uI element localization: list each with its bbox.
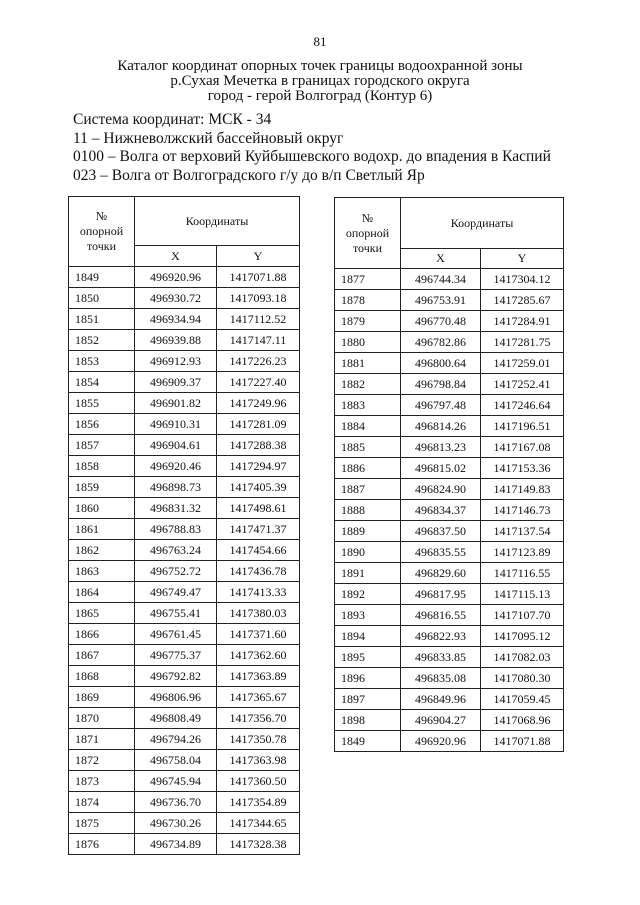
table-row xyxy=(335,731,564,752)
y-coordinate-cell: 1417146.73 xyxy=(481,500,564,521)
y-coordinate-cell: 1417227.40 xyxy=(217,372,300,393)
coordinates-header: Координаты xyxy=(135,197,300,246)
x-coordinate-cell: 496816.55 xyxy=(401,605,481,626)
x-header: X xyxy=(401,249,481,269)
table-row xyxy=(335,479,564,500)
coordinates-table-left xyxy=(68,196,300,855)
x-coordinate-cell: 496904.27 xyxy=(401,710,481,731)
document-title xyxy=(90,59,550,104)
table-row xyxy=(69,288,300,309)
table-row xyxy=(335,647,564,668)
title-line: Каталог координат опорных точек границы водоохранной зоны xyxy=(117,58,523,74)
table-row xyxy=(69,351,300,372)
point-number-cell: 1867 xyxy=(69,645,135,666)
y-coordinate-cell: 1417252.41 xyxy=(481,374,564,395)
table-row xyxy=(69,834,300,855)
x-coordinate-cell: 496782.86 xyxy=(401,332,481,353)
x-coordinate-cell: 496815.02 xyxy=(401,458,481,479)
x-coordinate-cell: 496920.46 xyxy=(135,456,217,477)
y-coordinate-cell: 1417294.97 xyxy=(217,456,300,477)
y-coordinate-cell: 1417147.11 xyxy=(217,330,300,351)
x-coordinate-cell: 496822.93 xyxy=(401,626,481,647)
table-row xyxy=(335,626,564,647)
y-coordinate-cell: 1417196.51 xyxy=(481,416,564,437)
x-coordinate-cell: 496775.37 xyxy=(135,645,217,666)
x-coordinate-cell: 496752.72 xyxy=(135,561,217,582)
point-number-cell: 1873 xyxy=(69,771,135,792)
point-number-cell: 1885 xyxy=(335,437,401,458)
x-coordinate-cell: 496835.08 xyxy=(401,668,481,689)
x-coordinate-cell: 496734.89 xyxy=(135,834,217,855)
y-coordinate-cell: 1417246.64 xyxy=(481,395,564,416)
x-coordinate-cell: 496912.93 xyxy=(135,351,217,372)
x-coordinate-cell: 496770.48 xyxy=(401,311,481,332)
point-number-cell: 1874 xyxy=(69,792,135,813)
header-text: № xyxy=(361,210,374,225)
x-coordinate-cell: 496730.26 xyxy=(135,813,217,834)
y-coordinate-cell: 1417137.54 xyxy=(481,521,564,542)
point-number-cell: 1883 xyxy=(335,395,401,416)
point-number-cell: 1849 xyxy=(69,267,135,288)
x-coordinate-cell: 496910.31 xyxy=(135,414,217,435)
y-coordinate-cell: 1417405.39 xyxy=(217,477,300,498)
y-coordinate-cell: 1417413.33 xyxy=(217,582,300,603)
table-row xyxy=(335,521,564,542)
point-number-cell: 1879 xyxy=(335,311,401,332)
table-row xyxy=(69,435,300,456)
y-coordinate-cell: 1417115.13 xyxy=(481,584,564,605)
table-row xyxy=(69,666,300,687)
table-row xyxy=(69,330,300,351)
table-row xyxy=(335,269,564,290)
x-coordinate-cell: 496909.37 xyxy=(135,372,217,393)
table-row xyxy=(69,750,300,771)
x-coordinate-cell: 496837.50 xyxy=(401,521,481,542)
point-number-cell: 1889 xyxy=(335,521,401,542)
table-row xyxy=(69,540,300,561)
point-number-cell: 1859 xyxy=(69,477,135,498)
point-number-cell: 1886 xyxy=(335,458,401,479)
y-coordinate-cell: 1417356.70 xyxy=(217,708,300,729)
y-coordinate-cell: 1417363.89 xyxy=(217,666,300,687)
table-row xyxy=(335,437,564,458)
x-coordinate-cell: 496800.64 xyxy=(401,353,481,374)
point-number-cell: 1881 xyxy=(335,353,401,374)
x-coordinate-cell: 496904.61 xyxy=(135,435,217,456)
title-line: р.Сухая Мечетка в границах городского округа xyxy=(170,73,470,89)
y-coordinate-cell: 1417350.78 xyxy=(217,729,300,750)
y-coordinate-cell: 1417153.36 xyxy=(481,458,564,479)
table-row xyxy=(69,603,300,624)
y-coordinate-cell: 1417149.83 xyxy=(481,479,564,500)
point-number-cell: 1896 xyxy=(335,668,401,689)
x-coordinate-cell: 496939.88 xyxy=(135,330,217,351)
title-line: город - герой Волгоград (Контур 6) xyxy=(207,88,433,104)
coordinate-system-info xyxy=(73,111,551,185)
x-coordinate-cell: 496798.84 xyxy=(401,374,481,395)
x-coordinate-cell: 496814.26 xyxy=(401,416,481,437)
point-number-cell: 1852 xyxy=(69,330,135,351)
table-row xyxy=(335,416,564,437)
point-number-header xyxy=(69,197,135,267)
point-number-cell: 1858 xyxy=(69,456,135,477)
y-coordinate-cell: 1417380.03 xyxy=(217,603,300,624)
x-coordinate-cell: 496763.24 xyxy=(135,540,217,561)
point-number-cell: 1877 xyxy=(335,269,401,290)
coordinates-table-right xyxy=(334,197,564,752)
y-coordinate-cell: 1417471.37 xyxy=(217,519,300,540)
y-coordinate-cell: 1417304.12 xyxy=(481,269,564,290)
y-coordinate-cell: 1417123.89 xyxy=(481,542,564,563)
header-text: опорной xyxy=(345,225,390,240)
y-header: Y xyxy=(217,246,300,267)
table-row xyxy=(69,771,300,792)
y-coordinate-cell: 1417360.50 xyxy=(217,771,300,792)
table-row xyxy=(335,311,564,332)
y-coordinate-cell: 1417071.88 xyxy=(217,267,300,288)
x-coordinate-cell: 496829.60 xyxy=(401,563,481,584)
x-coordinate-cell: 496736.70 xyxy=(135,792,217,813)
table-row xyxy=(335,605,564,626)
point-number-cell: 1865 xyxy=(69,603,135,624)
y-coordinate-cell: 1417059.45 xyxy=(481,689,564,710)
point-number-cell: 1894 xyxy=(335,626,401,647)
y-coordinate-cell: 1417167.08 xyxy=(481,437,564,458)
table-row xyxy=(69,582,300,603)
x-coordinate-cell: 496806.96 xyxy=(135,687,217,708)
point-number-cell: 1854 xyxy=(69,372,135,393)
point-number-cell: 1875 xyxy=(69,813,135,834)
table-row xyxy=(69,477,300,498)
point-number-cell: 1856 xyxy=(69,414,135,435)
table-body-right xyxy=(335,269,564,752)
point-number-cell: 1855 xyxy=(69,393,135,414)
x-coordinate-cell: 496745.94 xyxy=(135,771,217,792)
point-number-header xyxy=(335,198,401,269)
x-coordinate-cell: 496930.72 xyxy=(135,288,217,309)
point-number-cell: 1868 xyxy=(69,666,135,687)
table-row xyxy=(69,267,300,288)
table-row xyxy=(69,729,300,750)
x-coordinate-cell: 496920.96 xyxy=(401,731,481,752)
point-number-cell: 1861 xyxy=(69,519,135,540)
table-row xyxy=(69,813,300,834)
x-coordinate-cell: 496744.34 xyxy=(401,269,481,290)
table-row xyxy=(69,519,300,540)
y-coordinate-cell: 1417285.67 xyxy=(481,290,564,311)
x-coordinate-cell: 496817.95 xyxy=(401,584,481,605)
point-number-cell: 1892 xyxy=(335,584,401,605)
table-row xyxy=(69,708,300,729)
table-row xyxy=(335,290,564,311)
point-number-cell: 1888 xyxy=(335,500,401,521)
point-number-cell: 1872 xyxy=(69,750,135,771)
table-row xyxy=(69,372,300,393)
x-coordinate-cell: 496898.73 xyxy=(135,477,217,498)
point-number-cell: 1851 xyxy=(69,309,135,330)
point-number-cell: 1869 xyxy=(69,687,135,708)
table-row xyxy=(69,456,300,477)
table-row xyxy=(335,584,564,605)
point-number-cell: 1898 xyxy=(335,710,401,731)
x-coordinate-cell: 496749.47 xyxy=(135,582,217,603)
table-row xyxy=(69,792,300,813)
point-number-cell: 1895 xyxy=(335,647,401,668)
x-coordinate-cell: 496808.49 xyxy=(135,708,217,729)
header-text: точки xyxy=(86,239,117,253)
y-coordinate-cell: 1417344.65 xyxy=(217,813,300,834)
y-coordinate-cell: 1417328.38 xyxy=(217,834,300,855)
x-coordinate-cell: 496901.82 xyxy=(135,393,217,414)
point-number-cell: 1887 xyxy=(335,479,401,500)
table-row xyxy=(69,414,300,435)
header-text: № xyxy=(95,209,108,223)
table-row xyxy=(69,561,300,582)
y-coordinate-cell: 1417363.98 xyxy=(217,750,300,771)
y-coordinate-cell: 1417281.75 xyxy=(481,332,564,353)
x-coordinate-cell: 496758.04 xyxy=(135,750,217,771)
y-coordinate-cell: 1417259.01 xyxy=(481,353,564,374)
x-coordinate-cell: 496831.32 xyxy=(135,498,217,519)
point-number-cell: 1860 xyxy=(69,498,135,519)
y-coordinate-cell: 1417365.67 xyxy=(217,687,300,708)
table-row xyxy=(335,353,564,374)
y-coordinate-cell: 1417071.88 xyxy=(481,731,564,752)
x-coordinate-cell: 496797.48 xyxy=(401,395,481,416)
y-coordinate-cell: 1417281.09 xyxy=(217,414,300,435)
point-number-cell: 1897 xyxy=(335,689,401,710)
point-number-cell: 1849 xyxy=(335,731,401,752)
point-number-cell: 1850 xyxy=(69,288,135,309)
y-coordinate-cell: 1417082.03 xyxy=(481,647,564,668)
meta-line-system: Система координат: МСК - 34 xyxy=(73,111,272,128)
table-row xyxy=(69,645,300,666)
table-body-left xyxy=(69,267,300,855)
header-text: точки xyxy=(352,240,383,255)
table-row xyxy=(69,624,300,645)
point-number-cell: 1882 xyxy=(335,374,401,395)
point-number-cell: 1863 xyxy=(69,561,135,582)
table-row xyxy=(69,498,300,519)
page-number: 81 xyxy=(313,34,327,49)
point-number-cell: 1864 xyxy=(69,582,135,603)
point-number-cell: 1890 xyxy=(335,542,401,563)
y-coordinate-cell: 1417284.91 xyxy=(481,311,564,332)
table-row xyxy=(335,542,564,563)
y-coordinate-cell: 1417498.61 xyxy=(217,498,300,519)
y-coordinate-cell: 1417116.55 xyxy=(481,563,564,584)
point-number-cell: 1876 xyxy=(69,834,135,855)
table-row xyxy=(69,687,300,708)
point-number-cell: 1871 xyxy=(69,729,135,750)
y-coordinate-cell: 1417080.30 xyxy=(481,668,564,689)
point-number-cell: 1880 xyxy=(335,332,401,353)
x-header: X xyxy=(135,246,217,267)
y-coordinate-cell: 1417288.38 xyxy=(217,435,300,456)
table-row xyxy=(335,689,564,710)
header-text: опорной xyxy=(79,224,124,238)
x-coordinate-cell: 496753.91 xyxy=(401,290,481,311)
x-coordinate-cell: 496755.41 xyxy=(135,603,217,624)
table-row xyxy=(335,500,564,521)
table-row xyxy=(335,332,564,353)
y-coordinate-cell: 1417068.96 xyxy=(481,710,564,731)
y-coordinate-cell: 1417112.52 xyxy=(217,309,300,330)
point-number-cell: 1878 xyxy=(335,290,401,311)
y-coordinate-cell: 1417226.23 xyxy=(217,351,300,372)
point-number-cell: 1853 xyxy=(69,351,135,372)
y-coordinate-cell: 1417249.96 xyxy=(217,393,300,414)
x-coordinate-cell: 496849.96 xyxy=(401,689,481,710)
y-coordinate-cell: 1417354.89 xyxy=(217,792,300,813)
y-coordinate-cell: 1417095.12 xyxy=(481,626,564,647)
point-number-cell: 1893 xyxy=(335,605,401,626)
x-coordinate-cell: 496920.96 xyxy=(135,267,217,288)
y-coordinate-cell: 1417107.70 xyxy=(481,605,564,626)
point-number-cell: 1884 xyxy=(335,416,401,437)
x-coordinate-cell: 496934.94 xyxy=(135,309,217,330)
y-coordinate-cell: 1417371.60 xyxy=(217,624,300,645)
point-number-cell: 1870 xyxy=(69,708,135,729)
meta-line-subbasin: 0100 – Волга от верховий Куйбышевского водохр. до впадения в Каспий xyxy=(73,148,551,165)
y-coordinate-cell: 1417436.78 xyxy=(217,561,300,582)
x-coordinate-cell: 496833.85 xyxy=(401,647,481,668)
y-coordinate-cell: 1417362.60 xyxy=(217,645,300,666)
table-row xyxy=(335,710,564,731)
table-row xyxy=(335,374,564,395)
meta-line-basin: 11 – Нижневолжский бассейновый округ xyxy=(73,129,344,147)
table-row xyxy=(335,458,564,479)
coordinates-header: Координаты xyxy=(401,198,564,249)
x-coordinate-cell: 496788.83 xyxy=(135,519,217,540)
x-coordinate-cell: 496761.45 xyxy=(135,624,217,645)
table-row xyxy=(69,393,300,414)
y-coordinate-cell: 1417454.66 xyxy=(217,540,300,561)
x-coordinate-cell: 496835.55 xyxy=(401,542,481,563)
y-header: Y xyxy=(481,249,564,269)
table-row xyxy=(335,395,564,416)
point-number-cell: 1857 xyxy=(69,435,135,456)
table-row xyxy=(335,563,564,584)
x-coordinate-cell: 496813.23 xyxy=(401,437,481,458)
x-coordinate-cell: 496794.26 xyxy=(135,729,217,750)
x-coordinate-cell: 496824.90 xyxy=(401,479,481,500)
point-number-cell: 1891 xyxy=(335,563,401,584)
table-row xyxy=(335,668,564,689)
y-coordinate-cell: 1417093.18 xyxy=(217,288,300,309)
x-coordinate-cell: 496792.82 xyxy=(135,666,217,687)
point-number-cell: 1862 xyxy=(69,540,135,561)
x-coordinate-cell: 496834.37 xyxy=(401,500,481,521)
table-row xyxy=(69,309,300,330)
point-number-cell: 1866 xyxy=(69,624,135,645)
meta-line-section: 023 – Волга от Волгоградского г/у до в/п Светлый Яр xyxy=(73,166,425,184)
